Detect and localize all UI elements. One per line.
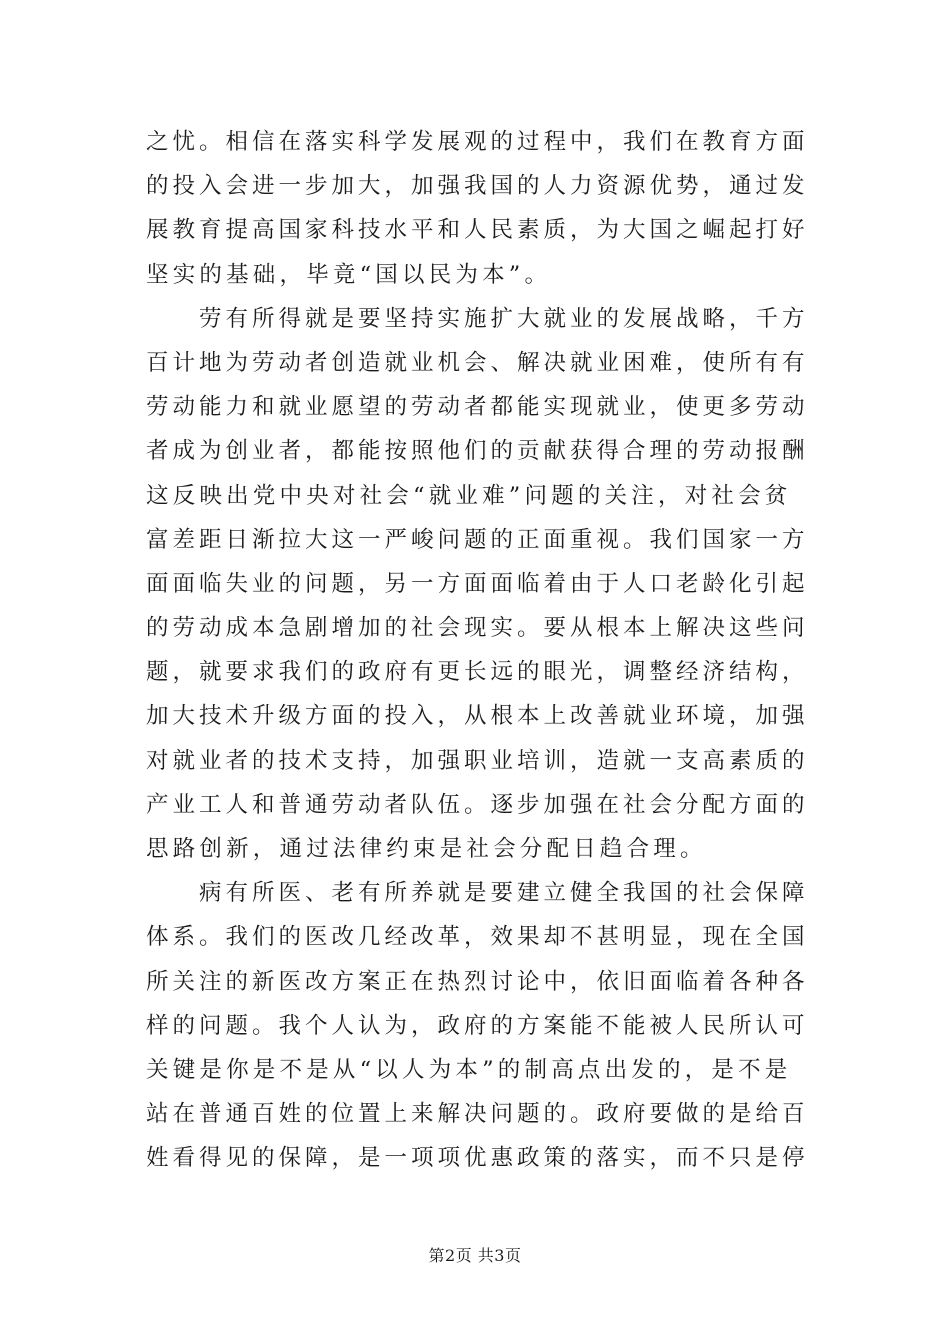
text-line: 坚实的基础，毕竟“国以民为本”。 bbox=[146, 261, 552, 288]
text-line: 对就业者的技术支持，加强职业培训，造就一支高素质的 bbox=[146, 747, 809, 774]
text-line: 面面临失业的问题，另一方面面临着由于人口老龄化引起 bbox=[146, 570, 809, 597]
text-line: 姓看得见的保障，是一项项优惠政策的落实，而不只是停 bbox=[146, 1145, 809, 1172]
text-line: 产业工人和普通劳动者队伍。逐步加强在社会分配方面的 bbox=[146, 791, 809, 818]
text-line: 的劳动成本急剧增加的社会现实。要从根本上解决这些问 bbox=[146, 615, 809, 642]
text-line: 体系。我们的医改几经改革，效果却不甚明显，现在全国 bbox=[146, 924, 809, 951]
text-line: 题，就要求我们的政府有更长远的眼光，调整经济结构， bbox=[146, 659, 809, 686]
body-text bbox=[146, 120, 810, 1181]
text-line: 之忧。相信在落实科学发展观的过程中，我们在教育方面 bbox=[146, 129, 809, 155]
page-number-footer: 第2页 共3页 bbox=[428, 1246, 522, 1265]
text-line: 者成为创业者，都能按照他们的贡献获得合理的劳动报酬 bbox=[146, 438, 809, 465]
text-line: 富差距日渐拉大这一严峻问题的正面重视。我们国家一方 bbox=[146, 526, 809, 553]
text-line: 思路创新，通过法律约束是社会分配日趋合理。 bbox=[146, 836, 707, 862]
text-line: 百计地为劳动者创造就业机会、解决就业困难，使所有有 bbox=[146, 349, 809, 376]
text-line: 的投入会进一步加大，加强我国的人力资源优势，通过发 bbox=[146, 173, 809, 200]
text-line: 展教育提高国家科技水平和人民素质，为大国之崛起打好 bbox=[146, 217, 809, 244]
text-line: 关键是你是不是从“以人为本”的制高点出发的，是不是 bbox=[146, 1056, 792, 1083]
paragraph-start-line: 劳有所得就是要坚持实施扩大就业的发展战略，千方 bbox=[146, 305, 809, 332]
text-line: 样的问题。我个人认为，政府的方案能不能被人民所认可 bbox=[146, 1012, 809, 1039]
text-line: 这反映出党中央对社会“就业难”问题的关注，对社会贫 bbox=[146, 482, 792, 509]
text-line: 所关注的新医改方案正在热烈讨论中，依旧面临着各种各 bbox=[146, 968, 809, 995]
paragraph-start-line: 病有所医、老有所养就是要建立健全我国的社会保障 bbox=[146, 880, 809, 907]
text-line: 加大技术升级方面的投入，从根本上改善就业环境，加强 bbox=[146, 703, 809, 730]
text-line: 站在普通百姓的位置上来解决问题的。政府要做的是给百 bbox=[146, 1101, 809, 1128]
text-line: 劳动能力和就业愿望的劳动者都能实现就业，使更多劳动 bbox=[146, 394, 809, 421]
